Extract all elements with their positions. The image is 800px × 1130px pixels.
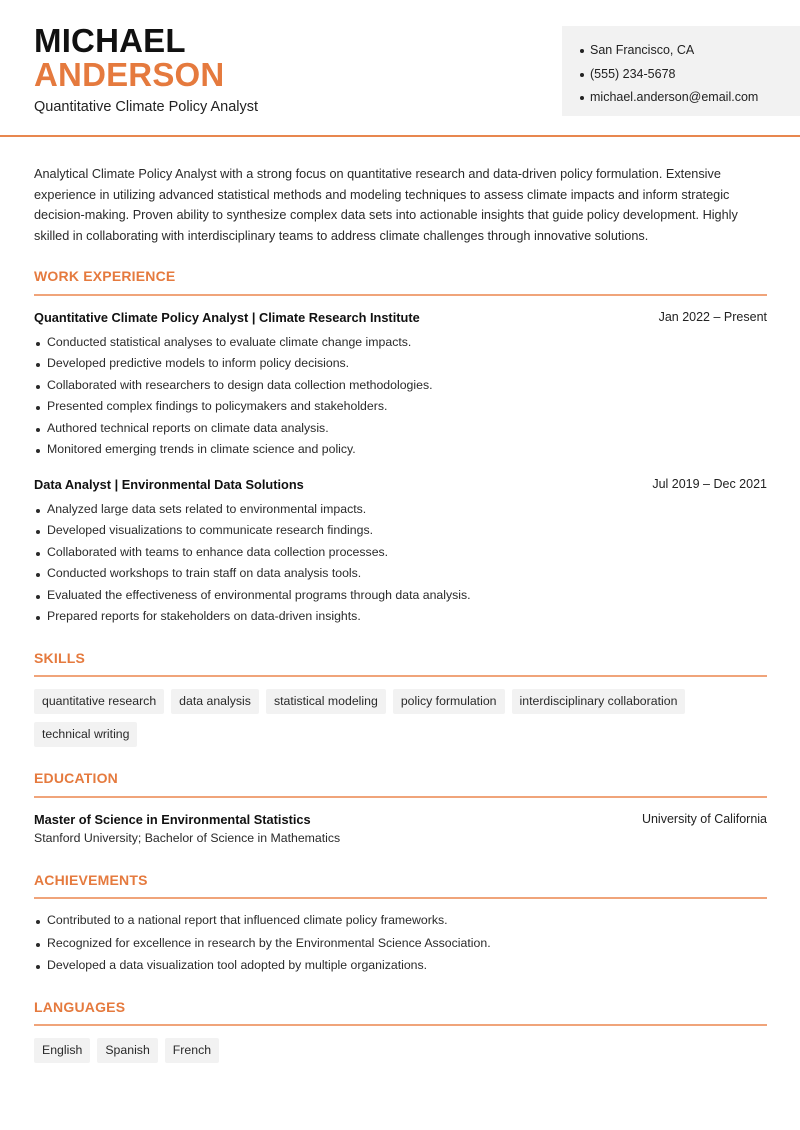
list-item: Contributed to a national report that influenced climate policy frameworks. bbox=[34, 913, 769, 936]
list-item: Developed visualizations to communicate research findings. bbox=[34, 523, 769, 544]
contact-email[interactable]: michael.anderson@email.com bbox=[580, 86, 800, 110]
education-detail: Stanford University; Bachelor of Science in Mathematics bbox=[34, 831, 341, 845]
education-degree: Master of Science in Environmental Statistics bbox=[34, 812, 311, 827]
list-item: Collaborated with teams to enhance data collection processes. bbox=[34, 545, 769, 566]
job-bullets bbox=[34, 335, 769, 463]
section-divider bbox=[34, 675, 767, 677]
language-tag: French bbox=[165, 1038, 219, 1063]
skill-tag: interdisciplinary collaboration bbox=[512, 689, 686, 714]
contact-phone: (555) 234-5678 bbox=[580, 63, 800, 87]
list-item: Evaluated the effectiveness of environmental programs through data analysis. bbox=[34, 588, 769, 609]
language-tag: English bbox=[34, 1038, 90, 1063]
language-tags bbox=[34, 1038, 774, 1063]
job-date: Jul 2019 – Dec 2021 bbox=[652, 477, 767, 491]
list-item: Analyzed large data sets related to environmental impacts. bbox=[34, 502, 769, 523]
skill-tag: policy formulation bbox=[393, 689, 505, 714]
job-bullets bbox=[34, 502, 769, 630]
job-title-headline: Quantitative Climate Policy Analyst bbox=[34, 99, 259, 115]
skill-tag: data analysis bbox=[171, 689, 259, 714]
section-title-education: EDUCATION bbox=[34, 770, 118, 786]
section-divider bbox=[34, 897, 767, 899]
section-divider bbox=[34, 1024, 767, 1026]
list-item: Recognized for excellence in research by the Environmental Science Association. bbox=[34, 936, 769, 959]
job-title: Data Analyst | Environmental Data Solutions bbox=[34, 477, 304, 492]
skills-tags bbox=[34, 689, 774, 747]
section-title-achievements: ACHIEVEMENTS bbox=[34, 872, 148, 888]
last-name: ANDERSON bbox=[34, 56, 225, 93]
list-item: Conducted workshops to train staff on data analysis tools. bbox=[34, 566, 769, 587]
list-item: Prepared reports for stakeholders on data-driven insights. bbox=[34, 609, 769, 630]
skill-tag: quantitative research bbox=[34, 689, 164, 714]
first-name: MICHAEL bbox=[34, 22, 186, 59]
list-item: Conducted statistical analyses to evaluate climate change impacts. bbox=[34, 335, 769, 356]
contact-box bbox=[562, 26, 800, 116]
skill-tag: technical writing bbox=[34, 722, 137, 747]
list-item: Collaborated with researchers to design data collection methodologies. bbox=[34, 378, 769, 399]
section-title-work: WORK EXPERIENCE bbox=[34, 268, 176, 284]
list-item: Authored technical reports on climate data analysis. bbox=[34, 421, 769, 442]
section-divider bbox=[34, 294, 767, 296]
list-item: Developed a data visualization tool adopted by multiple organizations. bbox=[34, 958, 769, 981]
list-item: Presented complex findings to policymakers and stakeholders. bbox=[34, 399, 769, 420]
section-divider bbox=[34, 796, 767, 798]
job-date: Jan 2022 – Present bbox=[658, 310, 767, 324]
resume-header bbox=[0, 0, 800, 137]
contact-location: San Francisco, CA bbox=[580, 39, 800, 63]
section-title-languages: LANGUAGES bbox=[34, 999, 126, 1015]
list-item: Monitored emerging trends in climate science and policy. bbox=[34, 442, 769, 463]
summary-paragraph: Analytical Climate Policy Analyst with a strong focus on quantitative research and data-driven policy formulation. Extensive experience in utilizing advanced statistical methods and modeling techniques to assess climate impacts and inform strategic decision-making. Proven ability to synthesize complex data sets into actionable insights that guide policy development. Highly skilled in collaborating with interdisciplinary teams to address climate challenges through innovative solutions. bbox=[34, 167, 738, 244]
achievement-bullets bbox=[34, 913, 769, 981]
education-location: University of California bbox=[641, 812, 767, 826]
skill-tag: statistical modeling bbox=[266, 689, 386, 714]
list-item: Developed predictive models to inform policy decisions. bbox=[34, 356, 769, 377]
language-tag: Spanish bbox=[97, 1038, 157, 1063]
section-title-skills: SKILLS bbox=[34, 650, 85, 666]
job-title: Quantitative Climate Policy Analyst | Climate Research Institute bbox=[34, 310, 420, 325]
